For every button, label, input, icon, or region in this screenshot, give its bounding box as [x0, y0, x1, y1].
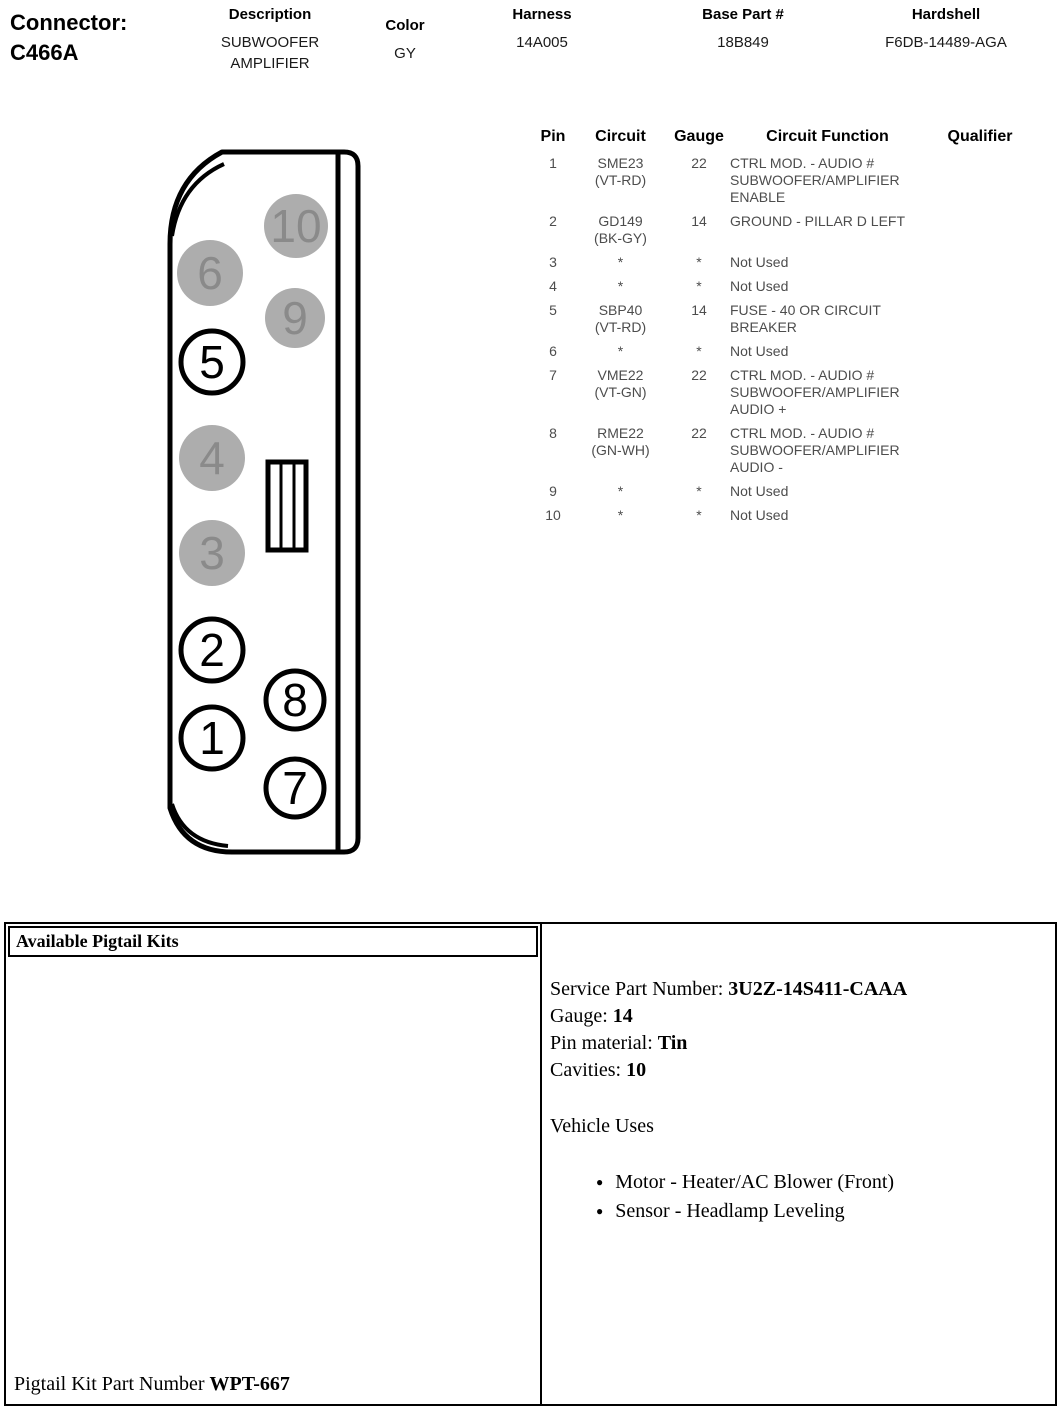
svg-text:9: 9 — [282, 292, 308, 344]
field-hardshell — [856, 6, 1036, 53]
hardshell-label: Hardshell — [911, 6, 981, 23]
table-row — [533, 425, 1045, 476]
pin-number: 5 — [549, 302, 557, 318]
gauge-cell: * — [696, 483, 702, 499]
service-part-number: Service Part Number: 3U2Z-14S411-CAAA — [550, 978, 908, 1000]
col-header-pin: Pin — [540, 128, 566, 145]
gauge-cell: 14 — [691, 213, 707, 229]
circuit-cell: SME23 (VT-RD) — [594, 155, 647, 188]
circuit-cell: * — [617, 507, 624, 523]
function-cell: GROUND - PILLAR D LEFT — [730, 213, 906, 229]
table-row — [533, 302, 1045, 336]
pin-number: 10 — [545, 507, 561, 523]
cavity-6 — [177, 240, 243, 306]
color-label: Color — [385, 17, 425, 34]
gauge-cell: * — [696, 343, 702, 359]
harness-label: Harness — [512, 6, 572, 23]
connector-latch — [268, 462, 306, 550]
svg-text:10: 10 — [270, 200, 322, 252]
bullet-icon: ● — [596, 1175, 604, 1189]
connector-title-block — [10, 8, 127, 68]
circuit-cell: * — [617, 343, 624, 359]
pin-table — [533, 128, 1045, 531]
table-row — [533, 507, 1045, 524]
gauge-cell: 22 — [691, 367, 707, 383]
function-cell: Not Used — [730, 254, 789, 270]
cavity-8 — [266, 671, 324, 729]
pin-material-detail: Pin material: Tin — [550, 1032, 688, 1054]
pin-number: 7 — [549, 367, 557, 383]
gauge-detail: Gauge: 14 — [550, 1005, 633, 1027]
connector-label: Connector: — [10, 10, 128, 35]
gauge-cell: 22 — [691, 155, 707, 171]
pigtail-left-pane — [6, 924, 542, 1404]
pin-number: 8 — [549, 425, 557, 441]
pigtail-right-pane — [542, 924, 1055, 1404]
function-cell: Not Used — [730, 483, 789, 499]
svg-text:8: 8 — [282, 674, 308, 726]
qualifier-cell — [925, 155, 1035, 206]
description-value: SUBWOOFER AMPLIFIER — [220, 34, 320, 72]
svg-text:4: 4 — [199, 432, 225, 484]
cavity-3 — [179, 520, 245, 586]
pin-number: 4 — [549, 278, 557, 294]
vehicle-uses-title: Vehicle Uses — [550, 1115, 654, 1137]
svg-text:7: 7 — [282, 762, 308, 814]
svg-text:3: 3 — [199, 527, 225, 579]
pin-number: 1 — [549, 155, 557, 171]
svg-text:6: 6 — [197, 247, 223, 299]
qualifier-cell — [925, 343, 1035, 360]
function-cell: CTRL MOD. - AUDIO # SUBWOOFER/AMPLIFIER AUDIO + — [730, 367, 900, 417]
gauge-cell: * — [696, 254, 702, 270]
description-label: Description — [228, 6, 312, 23]
qualifier-cell — [925, 213, 1035, 247]
cavities-detail: Cavities: 10 — [550, 1059, 647, 1081]
vehicle-uses-list — [550, 1168, 1045, 1226]
pin-number: 9 — [549, 483, 557, 499]
function-cell: Not Used — [730, 507, 789, 523]
function-cell: Not Used — [730, 278, 789, 294]
circuit-cell: * — [617, 483, 624, 499]
table-row — [533, 343, 1045, 360]
field-harness — [452, 6, 632, 53]
table-row — [533, 367, 1045, 418]
col-header-gauge: Gauge — [674, 128, 724, 145]
qualifier-cell — [925, 302, 1035, 336]
qualifier-cell — [925, 507, 1035, 524]
hardshell-value: F6DB-14489-AGA — [885, 34, 1007, 51]
gauge-cell: * — [696, 507, 702, 523]
cavity-1 — [181, 707, 243, 769]
color-value: GY — [394, 45, 416, 62]
function-cell: CTRL MOD. - AUDIO # SUBWOOFER/AMPLIFIER AUDIO - — [730, 425, 900, 475]
circuit-cell: * — [617, 278, 624, 294]
harness-value: 14A005 — [516, 34, 568, 51]
connector-diagram — [158, 140, 378, 880]
table-row — [533, 254, 1045, 271]
base-part-value: 18B849 — [717, 34, 769, 51]
table-row — [533, 483, 1045, 500]
cavity-10 — [264, 194, 328, 258]
pigtail-section — [4, 922, 1057, 1406]
gauge-cell: 14 — [691, 302, 707, 318]
svg-text:5: 5 — [199, 336, 225, 388]
cavity-5 — [181, 331, 243, 393]
list-item: ● Motor - Heater/AC Blower (Front) — [596, 1168, 1045, 1197]
qualifier-cell — [925, 254, 1035, 271]
table-row — [533, 278, 1045, 295]
svg-text:2: 2 — [199, 624, 225, 676]
col-header-circuit: Circuit — [595, 128, 646, 145]
svg-text:1: 1 — [199, 712, 225, 764]
qualifier-cell — [925, 483, 1035, 500]
gauge-cell: 22 — [691, 425, 707, 441]
cavity-4 — [179, 425, 245, 491]
circuit-cell: * — [617, 254, 624, 270]
table-row — [533, 213, 1045, 247]
qualifier-cell — [925, 278, 1035, 295]
function-cell: CTRL MOD. - AUDIO # SUBWOOFER/AMPLIFIER ENABLE — [730, 155, 900, 205]
qualifier-cell — [925, 367, 1035, 418]
cavity-7 — [266, 759, 324, 817]
pigtail-title: Available Pigtail Kits — [8, 926, 538, 957]
cavity-9 — [265, 288, 325, 348]
list-item: ● Sensor - Headlamp Leveling — [596, 1197, 1045, 1226]
field-base-part — [653, 6, 833, 53]
col-header-qualifier: Qualifier — [947, 128, 1013, 145]
pigtail-kit-part-number: Pigtail Kit Part Number WPT-667 — [14, 1373, 290, 1395]
pin-number: 3 — [549, 254, 557, 270]
col-header-function: Circuit Function — [766, 128, 889, 145]
base-part-label: Base Part # — [702, 6, 784, 23]
circuit-cell: RME22 (GN-WH) — [591, 425, 650, 458]
qualifier-cell — [925, 425, 1035, 476]
connector-id: C466A — [10, 40, 79, 65]
circuit-cell: GD149 (BK-GY) — [594, 213, 647, 246]
pin-table-header — [533, 128, 1045, 146]
circuit-cell: VME22 (VT-GN) — [594, 367, 647, 400]
function-cell: Not Used — [730, 343, 789, 359]
gauge-cell: * — [696, 278, 702, 294]
function-cell: FUSE - 40 OR CIRCUIT BREAKER — [730, 302, 881, 335]
cavity-2 — [181, 619, 243, 681]
circuit-cell: SBP40 (VT-RD) — [594, 302, 647, 335]
pin-number: 6 — [549, 343, 557, 359]
bullet-icon: ● — [596, 1204, 604, 1218]
table-row — [533, 155, 1045, 206]
pin-number: 2 — [549, 213, 557, 229]
